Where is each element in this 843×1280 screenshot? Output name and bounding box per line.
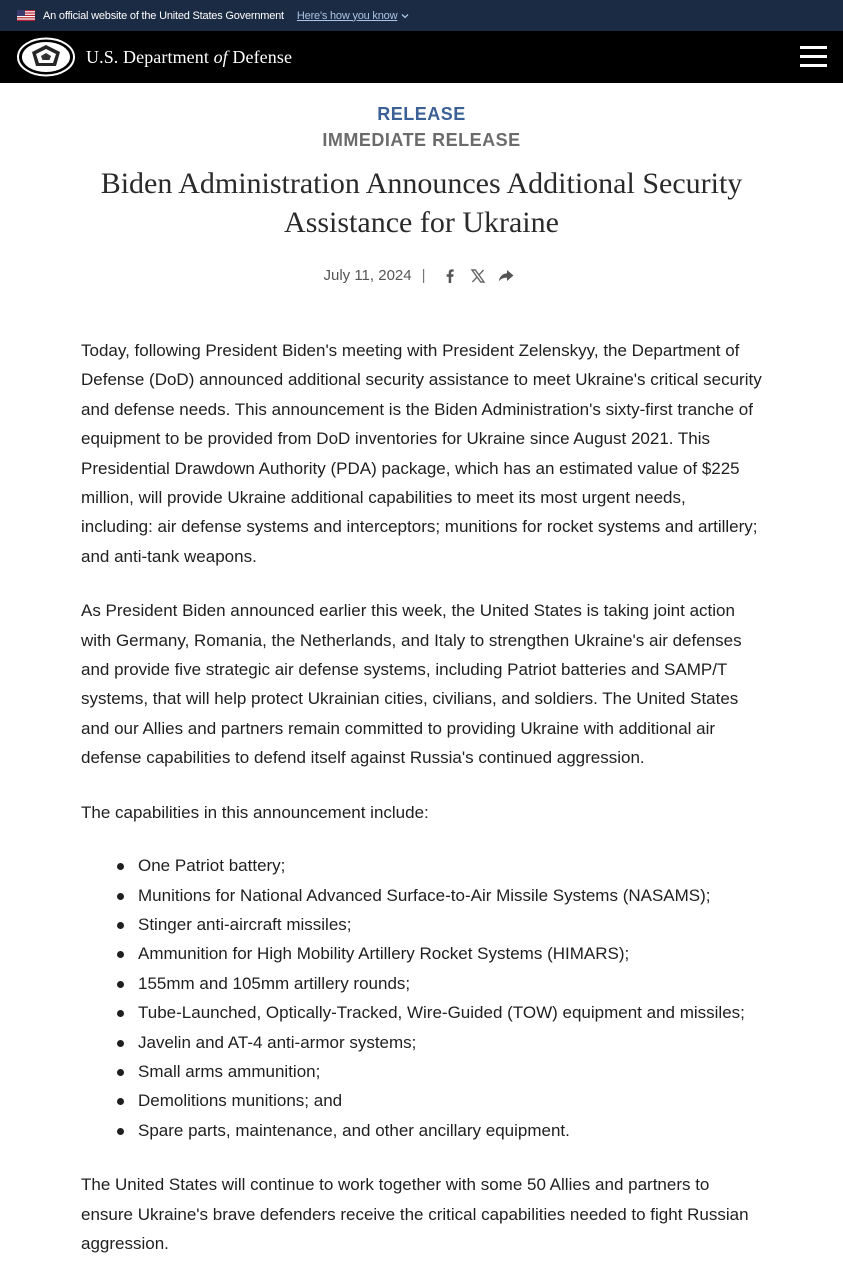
list-item: Ammunition for High Mobility Artillery Rocket Systems (HIMARS); (117, 939, 762, 968)
hamburger-menu-icon[interactable] (800, 46, 827, 67)
meta-separator: | (421, 267, 426, 284)
list-item: 155mm and 105mm artillery rounds; (117, 969, 762, 998)
publish-date: July 11, 2024 (323, 267, 412, 284)
article-meta (81, 267, 762, 284)
list-item: One Patriot battery; (117, 851, 762, 880)
gov-banner-text: An official website of the United States Government (43, 9, 284, 22)
facebook-icon[interactable] (441, 268, 459, 284)
us-flag-icon (17, 10, 35, 21)
x-icon[interactable] (469, 268, 487, 284)
paragraph-joint-action: As President Biden announced earlier this week, the United States is taking joint action with Germany, Romania, the Netherlands, and Italy to strengthen Ukraine's air defenses and provide five strategic air defense systems, including Patriot batteries and SAMP/T systems, that will help protect Ukrainian cities, civilians, and soldiers. The United States and our Allies and partners remain committed to providing Ukraine with additional air defense capabilities to defend itself against Russia's continued aggression. (81, 601, 742, 768)
list-item: Small arms ammunition; (117, 1057, 762, 1086)
immediate-release-label: IMMEDIATE RELEASE (322, 130, 521, 150)
dept-name-suffix: Defense (227, 46, 293, 67)
page-title: Biden Administration Announces Additional Security Assistance for Ukraine (100, 167, 743, 239)
article-body (81, 336, 762, 1258)
article (0, 104, 843, 1258)
capabilities-list (81, 851, 762, 1145)
heres-how-you-know-link[interactable] (297, 10, 409, 22)
chevron-down-icon (401, 13, 409, 19)
dept-name-of: of (213, 46, 228, 67)
release-kicker: RELEASE (377, 104, 466, 124)
list-item: Demolitions munitions; and (117, 1086, 762, 1115)
site-header (0, 31, 843, 83)
department-name[interactable] (86, 47, 292, 68)
paragraph-capabilities-intro: The capabilities in this announcement include: (81, 802, 429, 822)
list-item: Javelin and AT-4 anti-armor systems; (117, 1028, 762, 1057)
list-item: Spare parts, maintenance, and other ancillary equipment. (117, 1116, 762, 1145)
paragraph-intro: Today, following President Biden's meeting with President Zelenskyy, the Department of Defense (DoD) announced additional security assistance to meet Ukraine's critical security and defense needs. This announcement is the Biden Administration's sixty-first tranche of equipment to be provided from DoD inventories for Ukraine since August 2021. This Presidential Drawdown Authority (PDA) package, which has an estimated value of $225 million, will provide Ukraine additional capabilities to meet its most urgent needs, including: air defense systems and interceptors; munitions for rocket systems and artillery; and anti-tank weapons. (81, 341, 762, 566)
paragraph-closing: The United States will continue to work together with some 50 Allies and partners to ensure Ukraine's brave defenders receive the critical capabilities needed to fight Russian aggression. (81, 1175, 749, 1253)
gov-banner (0, 0, 843, 31)
list-item: Munitions for National Advanced Surface-to-Air Missile Systems (NASAMS); (117, 881, 762, 910)
list-item: Tube-Launched, Optically-Tracked, Wire-Guided (TOW) equipment and missiles; (117, 998, 762, 1027)
list-item: Stinger anti-aircraft missiles; (117, 910, 762, 939)
pentagon-seal-icon[interactable] (16, 37, 76, 77)
share-icon[interactable] (497, 268, 515, 284)
heres-how-you-know-label: Here's how you know (296, 9, 398, 22)
dept-name-prefix: U.S. Department (86, 46, 214, 67)
